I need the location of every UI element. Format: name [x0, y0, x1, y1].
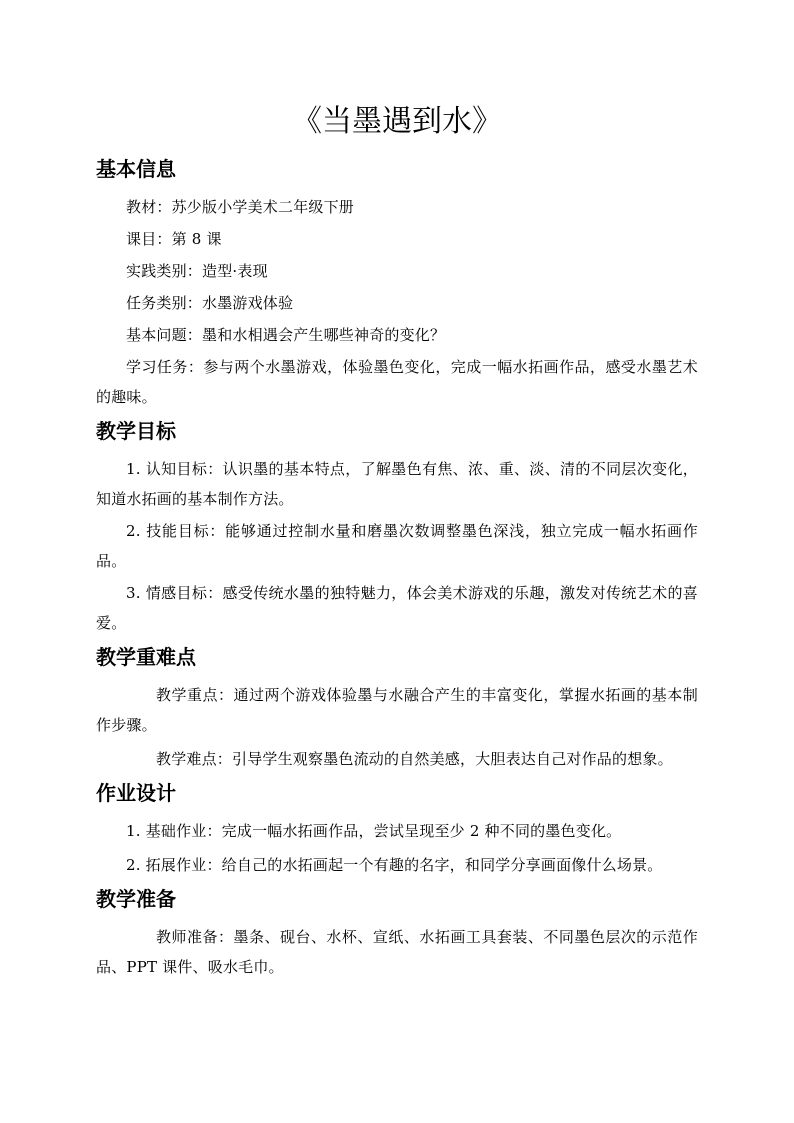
- section-heading-homework: 作业设计: [96, 781, 176, 805]
- homework-basic: 1. 基础作业：完成一幅水拓画作品，尝试呈现至少 2 种不同的墨色变化。: [126, 822, 622, 840]
- goal-skill: 2. 技能目标：能够通过控制水量和磨墨次数调整墨色深浅，独立完成一幅水拓画作品。: [96, 522, 698, 570]
- key-point-difficulty: 教学难点：引导学生观察墨色流动的自然美感，大胆表达自己对作品的想象。: [156, 750, 673, 768]
- key-point-focus: 教学重点：通过两个游戏体验墨与水融合产生的丰富变化，掌握水拓画的基本制作步骤。: [96, 686, 698, 734]
- goal-emotional: 3. 情感目标：感受传统水墨的独特魅力，体会美术游戏的乐趣，激发对传统艺术的喜爱。: [96, 584, 698, 632]
- section-teaching-goals: [96, 416, 698, 638]
- basic-info-practice-type: 实践类别：造型·表现: [126, 262, 268, 280]
- section-homework: [96, 778, 698, 880]
- section-basic-info: [96, 154, 698, 412]
- section-heading-key-points: 教学重难点: [96, 645, 196, 669]
- basic-info-task-type: 任务类别：水墨游戏体验: [126, 294, 294, 312]
- section-key-points: [96, 642, 698, 774]
- basic-info-learning-task: 学习任务：参与两个水墨游戏，体验墨色变化，完成一幅水拓画作品，感受水墨艺术的趣味。: [96, 358, 698, 406]
- preparation-teacher: 教师准备：墨条、砚台、水杯、宣纸、水拓画工具套装、不同墨色层次的示范作品、PPT 课件、吸水毛巾。: [96, 928, 698, 976]
- basic-info-question: 基本问题：墨和水相遇会产生哪些神奇的变化？: [126, 326, 446, 344]
- document-title: 《当墨遇到水》: [292, 104, 502, 139]
- goal-cognitive: 1. 认知目标：认识墨的基本特点，了解墨色有焦、浓、重、淡、清的不同层次变化，知道水拓画的基本制作方法。: [96, 460, 698, 508]
- section-heading-basic-info: 基本信息: [96, 157, 176, 181]
- section-heading-teaching-goals: 教学目标: [96, 419, 176, 443]
- section-preparation: [96, 884, 698, 982]
- basic-info-lesson: 课目：第 8 课: [126, 230, 222, 248]
- homework-extended: 2. 拓展作业：给自己的水拓画起一个有趣的名字，和同学分享画面像什么场景。: [126, 856, 663, 874]
- section-heading-preparation: 教学准备: [96, 887, 176, 911]
- basic-info-textbook: 教材：苏少版小学美术二年级下册: [126, 198, 355, 216]
